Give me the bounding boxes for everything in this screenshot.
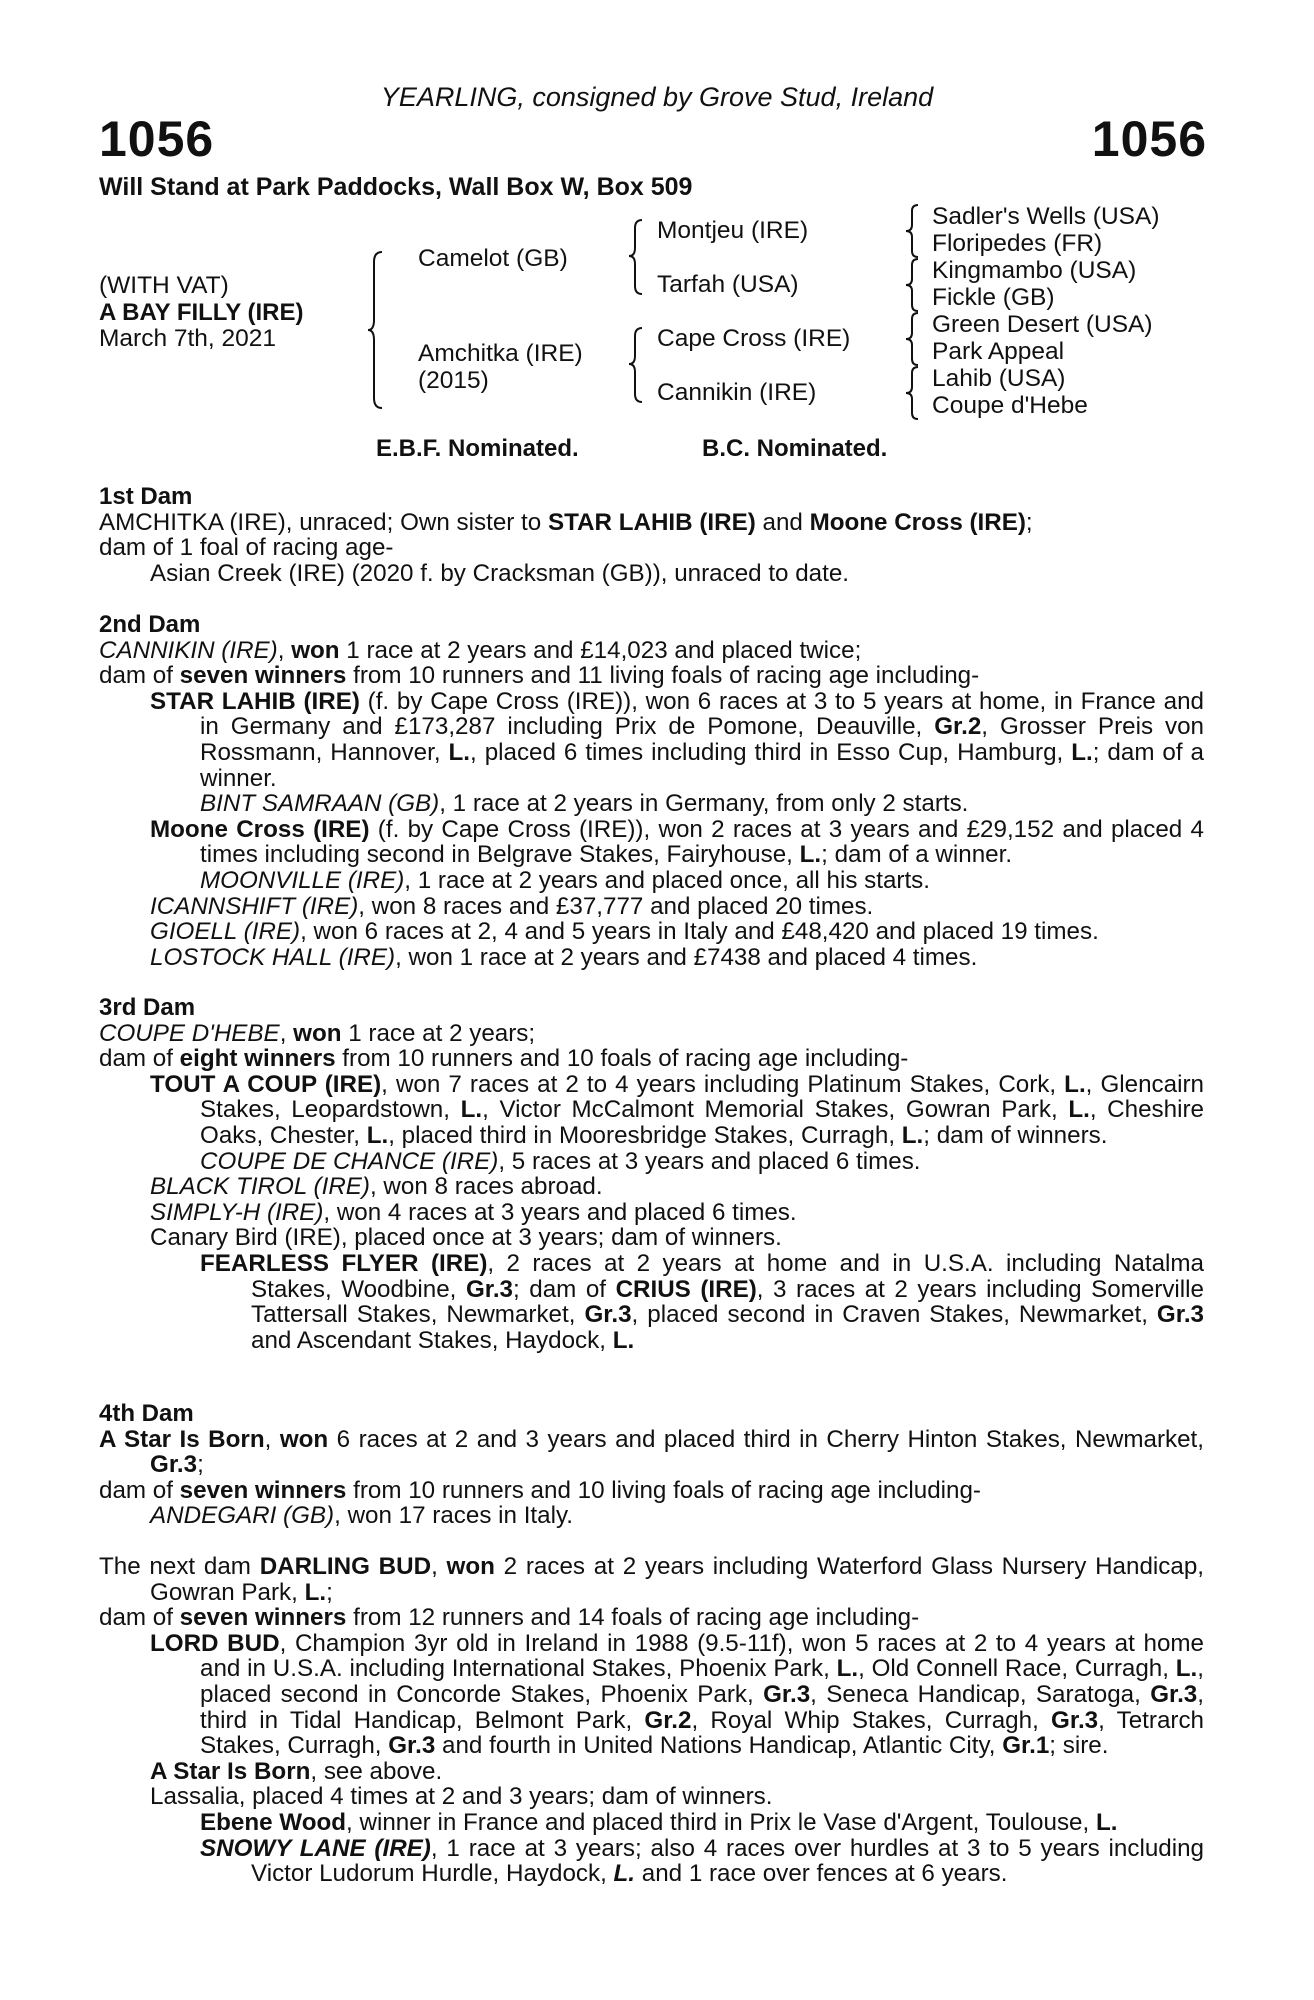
produce-entry: LORD BUD, Champion 3yr old in Ireland in 1988 (9.5-11f), won 5 races at 2 to 4 years at home and in U.S.A. including International Stakes, Phoenix Park, L., Old Connell Race, Curragh, L., placed second in Concorde Stakes, Phoenix Park, Gr.3, Seneca Handicap, Saratoga, Gr.3, third in Tidal Handicap, Belmont Park, Gr.2, Royal Whip Stakes, Curragh, Gr.3, Tetrarch Stakes, Curragh, Gr.3 and fourth in United Nations Handicap, Atlantic City, Gr.1; sire. [150, 1629, 1205, 1760]
produce-entry: SIMPLY-H (IRE), won 4 races at 3 years and placed 6 times. [150, 1198, 797, 1226]
gen3-ancestor: Park Appeal [932, 338, 1065, 365]
produce-entry: COUPE DE CHANCE (IRE), 5 races at 3 years and placed 6 times. [200, 1147, 921, 1175]
pedigree-brace [904, 311, 924, 367]
produce-entry: BINT SAMRAAN (GB), 1 race at 2 years in Germany, from only 2 starts. [200, 790, 969, 818]
produce-entry: Moone Cross (IRE) (f. by Cape Cross (IRE)), won 2 races at 3 years and £29,152 and placed 4 times including second in Belgrave Stakes, Fairyhouse, L.; dam of a winner. [150, 815, 1204, 869]
pedigree-brace [904, 365, 924, 421]
dam-produce-summary: dam of seven winners from 10 runners and 10 living foals of racing age including- [99, 1476, 981, 1504]
gen2-sire-dam: Tarfah (USA) [657, 271, 799, 298]
produce-entry: FEARLESS FLYER (IRE), 2 races at 2 years at home and in U.S.A. including Natalma Stakes, Woodbine, Gr.3; dam of CRIUS (IRE), 3 races at 2 years including Somerville Tattersall Stakes, Newmarket, Gr.3, placed second in Craven Stakes, Newmarket, Gr.3 and Ascendant Stakes, Haydock, L. [200, 1249, 1204, 1354]
produce-entry: Ebene Wood, winner in France and placed third in Prix le Vase d'Argent, Toulouse, L. [200, 1808, 1118, 1836]
dam-description: A Star Is Born, won 6 races at 2 and 3 years and placed third in Cherry Hinton Stakes, Newmarket, Gr.3; [99, 1425, 1204, 1479]
gen3-ancestor: Fickle (GB) [932, 284, 1055, 311]
ebf-nomination: E.B.F. Nominated. [376, 435, 579, 462]
section-title: 3rd Dam [99, 994, 196, 1021]
dam-produce-summary: dam of seven winners from 10 runners and 11 living foals of racing age including- [99, 662, 980, 690]
dam-name: Amchitka (IRE) [418, 340, 583, 367]
pedigree-brace [904, 257, 924, 313]
pedigree-brace [904, 203, 924, 259]
foaling-date: March 7th, 2021 [99, 325, 277, 352]
gen3-ancestor: Kingmambo (USA) [932, 257, 1137, 284]
second-dam-section [99, 612, 1204, 970]
produce-entry: Lassalia, placed 4 times at 2 and 3 years; dam of winners. [150, 1783, 773, 1811]
fourth-dam-section [99, 1401, 1204, 1529]
dam-produce-summary: dam of eight winners from 10 runners and 10 foals of racing age including- [99, 1045, 909, 1073]
consignment-subtitle: YEARLING, consigned by Grove Stud, Ireland [380, 82, 934, 112]
produce-entry: STAR LAHIB (IRE) (f. by Cape Cross (IRE)), won 6 races at 3 to 5 years at home, in France and in Germany and £173,287 including Prix de Pomone, Deauville, Gr.2, Grosser Preis von Rossmann, Hannover, L., placed 6 times including third in Esso Cup, Hamburg, L.; dam of a winner. [150, 687, 1204, 792]
next-dam-section [99, 1554, 1204, 1887]
dam-description: COUPE D'HEBE, won 1 race at 2 years; [99, 1019, 536, 1047]
gen2-sire-sire: Montjeu (IRE) [657, 217, 809, 244]
gen3-ancestor: Green Desert (USA) [932, 311, 1153, 338]
pedigree-brace [626, 218, 646, 298]
produce-entry: Canary Bird (IRE), placed once at 3 years; dam of winners. [150, 1224, 782, 1252]
pedigree-brace [366, 250, 386, 410]
gen3-ancestor: Sadler's Wells (USA) [932, 203, 1160, 230]
produce-entry: TOUT A COUP (IRE), won 7 races at 2 to 4 years including Platinum Stakes, Cork, L., Glencairn Stakes, Leopardstown, L., Victor McCalmont Memorial Stakes, Gowran Park, L., Cheshire Oaks, Chester, L., placed third in Mooresbridge Stakes, Curragh, L.; dam of winners. [150, 1070, 1204, 1149]
dam-produce-summary: dam of seven winners from 12 runners and 14 foals of racing age including- [99, 1604, 920, 1632]
section-title: 4th Dam [99, 1400, 194, 1427]
sire-name: Camelot (GB) [418, 245, 568, 272]
dam-produce-summary: dam of 1 foal of racing age- [99, 534, 394, 562]
gen2-dam-dam: Cannikin (IRE) [657, 379, 817, 406]
produce-entry: ANDEGARI (GB), won 17 races in Italy. [150, 1502, 573, 1530]
produce-entry: MOONVILLE (IRE), 1 race at 2 years and placed once, all his starts. [200, 866, 930, 894]
first-dam-section [99, 484, 1204, 586]
produce-entry: A Star Is Born, see above. [150, 1757, 443, 1785]
dam-description: AMCHITKA (IRE), unraced; Own sister to STAR LAHIB (IRE) and Moone Cross (IRE); [99, 508, 1033, 536]
gen3-ancestor: Coupe d'Hebe [932, 392, 1088, 419]
produce-entry: LOSTOCK HALL (IRE), won 1 race at 2 years and £7438 and placed 4 times. [150, 943, 978, 971]
section-title: 2nd Dam [99, 611, 201, 638]
third-dam-section [99, 995, 1204, 1353]
dam-year: (2015) [418, 367, 489, 394]
produce-entry: BLACK TIROL (IRE), won 8 races abroad. [150, 1173, 603, 1201]
dam-description: The next dam DARLING BUD, won 2 races at 2 years including Waterford Glass Nursery Handicap, Gowran Park, L.; [99, 1553, 1204, 1606]
dam-description: CANNIKIN (IRE), won 1 race at 2 years and £14,023 and placed twice; [99, 636, 862, 664]
vat-note: (WITH VAT) [99, 272, 229, 299]
gen3-ancestor: Floripedes (FR) [932, 230, 1103, 257]
section-title: 1st Dam [99, 483, 193, 510]
produce-entry: SNOWY LANE (IRE), 1 race at 3 years; also 4 races over hurdles at 3 to 5 years including Victor Ludorum Hurdle, Haydock, L. and 1 race over fences at 6 years. [200, 1834, 1204, 1888]
horse-name: A BAY FILLY (IRE) [99, 299, 304, 326]
gen3-ancestor: Lahib (USA) [932, 365, 1066, 392]
pedigree-brace [626, 326, 646, 406]
produce-entry: ICANNSHIFT (IRE), won 8 races and £37,777 and placed 20 times. [150, 892, 874, 920]
gen2-dam-sire: Cape Cross (IRE) [657, 325, 851, 352]
lot-number-left: 1056 [99, 111, 215, 167]
lot-number-right: 1056 [1091, 111, 1207, 167]
produce-entry: GIOELL (IRE), won 6 races at 2, 4 and 5 years in Italy and £48,420 and placed 19 times. [150, 918, 1099, 946]
bc-nomination: B.C. Nominated. [702, 435, 888, 462]
stand-location: Will Stand at Park Paddocks, Wall Box W, Box 509 [99, 173, 693, 201]
produce-entry: Asian Creek (IRE) (2020 f. by Cracksman (GB)), unraced to date. [150, 559, 850, 587]
